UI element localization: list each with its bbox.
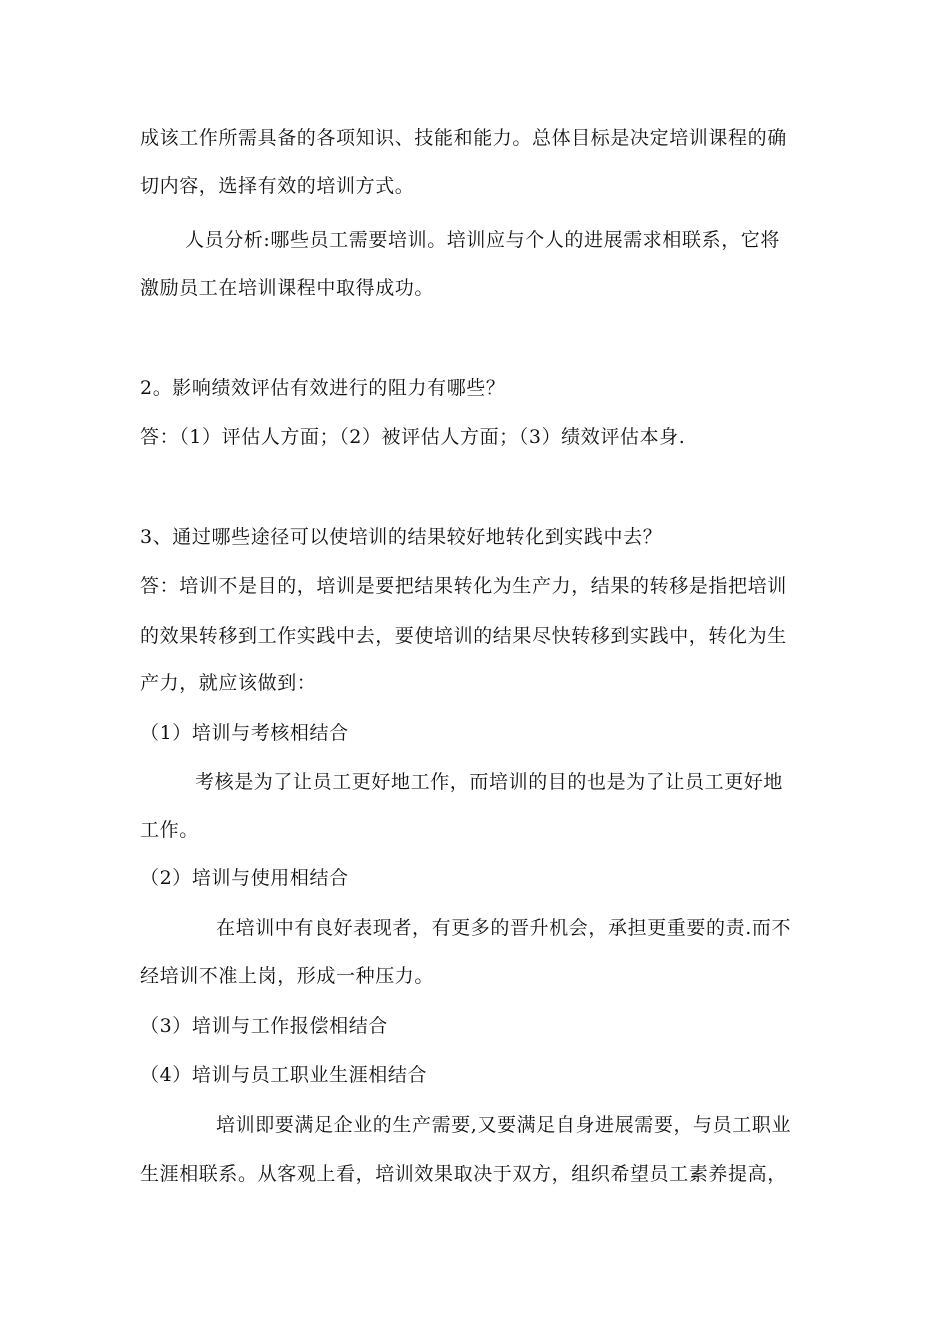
answer-line: 的效果转移到工作实践中去，要使培训的结果尽快转移到实践中，转化为生 bbox=[140, 625, 787, 647]
paragraph-line: 人员分析:哪些员工需要培训。培训应与个人的进展需求相联系，它将 bbox=[185, 229, 781, 251]
paragraph-line: 培训即要满足企业的生产需要,又要满足自身进展需要，与员工职业 bbox=[216, 1114, 792, 1136]
answer-line: 答：（1）评估人方面；（2）被评估人方面；（3）绩效评估本身. bbox=[140, 426, 686, 448]
paragraph-line: 激励员工在培训课程中取得成功。 bbox=[140, 277, 435, 299]
paragraph-line: 考核是为了让员工更好地工作，而培训的目的也是为了让员工更好地 bbox=[195, 771, 784, 793]
paragraph-line: 在培训中有良好表现者，有更多的晋升机会，承担更重要的责.而不 bbox=[216, 917, 792, 939]
list-item-heading: （3）培训与工作报偿相结合 bbox=[140, 1015, 388, 1037]
list-item-heading: （1）培训与考核相结合 bbox=[140, 722, 349, 744]
paragraph-line: 经培训不准上岗，形成一种压力。 bbox=[140, 965, 435, 987]
paragraph-line: 切内容，选择有效的培训方式。 bbox=[140, 175, 415, 197]
list-item-heading: （4）培训与员工职业生涯相结合 bbox=[140, 1064, 428, 1086]
answer-line: 产力，就应该做到： bbox=[140, 672, 317, 694]
list-item-heading: （2）培训与使用相结合 bbox=[140, 867, 349, 889]
answer-line: 答：培训不是目的，培训是要把结果转化为生产力，结果的转移是指把培训 bbox=[140, 575, 787, 597]
question-heading: 2。影响绩效评估有效进行的阻力有哪些？ bbox=[140, 377, 506, 399]
paragraph-line: 生涯相联系。从客观上看，培训效果取决于双方，组织希望员工素养提高， bbox=[140, 1163, 787, 1185]
question-heading: 3、通过哪些途径可以使培训的结果较好地转化到实践中去？ bbox=[140, 526, 663, 548]
paragraph-line: 工作。 bbox=[140, 819, 199, 841]
paragraph-line: 成该工作所需具备的各项知识、技能和能力。总体目标是决定培训课程的确 bbox=[140, 127, 787, 149]
